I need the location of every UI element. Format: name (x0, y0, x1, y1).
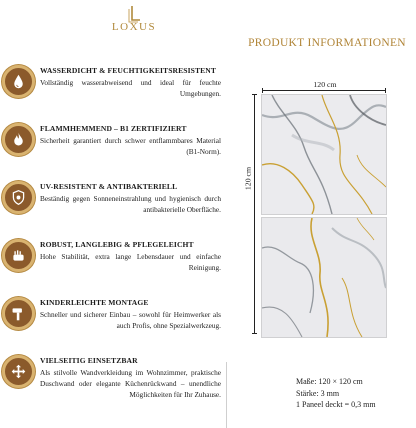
feature-title: WASSERDICHT & FEUCHTIGKEITSRESISTENT (40, 66, 217, 75)
arrows-move-icon (2, 355, 35, 388)
feature-uv-antibacterial (0, 181, 225, 241)
marble-panel-top (262, 95, 386, 214)
feature-title: UV-RESISTENT & ANTIBAKTERIELL (40, 182, 178, 191)
feature-desc: Sicherheit garantiert durch schwer entflammbares Material (B1-Norm). (40, 136, 221, 157)
spec-thickness: Stärke: 3 mm (296, 388, 340, 398)
product-specs (296, 376, 416, 411)
uv-shield-icon (2, 181, 35, 214)
width-dimension-line (262, 90, 386, 91)
height-dimension-label: 120 cm (243, 166, 253, 191)
feature-desc: Als stilvolle Wandverkleidung im Wohnzimmer, praktische Duschwand oder elegante Küchenrückwand – unendliche Möglichkeiten für Ihr Zuhause. (40, 368, 221, 400)
product-info-heading: PRODUKT INFORMATIONEN (248, 37, 406, 49)
water-drop-icon (2, 65, 35, 98)
feature-flame-retardant (0, 123, 225, 183)
marble-texture-top (262, 95, 386, 214)
feature-title: VIELSEITIG EINSETZBAR (40, 356, 138, 365)
feature-title: FLAMMHEMMEND – B1 ZERTIFIZIERT (40, 124, 187, 133)
feature-easy-installation (0, 297, 225, 357)
spec-coverage: 1 Paneel deckt = 0,3 mm (296, 400, 376, 410)
divider (226, 362, 227, 428)
brand-logo (102, 3, 166, 37)
feature-durable (0, 239, 225, 299)
spec-size: Maße: 120 × 120 cm (296, 377, 363, 386)
hand-cleaning-icon (2, 239, 35, 272)
feature-desc: Vollständig wasserabweisend und ideal für feuchte Umgebungen. (40, 78, 221, 99)
feature-versatile (0, 355, 225, 415)
feature-title: KINDERLEICHTE MONTAGE (40, 298, 149, 307)
flame-icon (2, 123, 35, 156)
marble-texture-bottom (262, 218, 386, 337)
feature-title: ROBUST, LANGLEBIG & PFLEGELEICHT (40, 240, 194, 249)
feature-desc: Schneller und sicherer Einbau – sowohl für Heimwerker als auch Profis, ohne Spezialwerkzeug. (40, 310, 221, 331)
feature-desc: Hohe Stabilität, extra lange Lebensdauer und einfache Reinigung. (40, 252, 221, 273)
marble-panel-bottom (262, 218, 386, 337)
feature-desc: Beständig gegen Sonneneinstrahlung und hygienisch durch antibakterielle Oberfläche. (40, 194, 221, 215)
width-dimension-label: 120 cm (313, 80, 337, 89)
hammer-icon (2, 297, 35, 330)
feature-waterproof (0, 65, 225, 125)
height-dimension-line (254, 94, 255, 334)
brand-name: LOXUS (111, 21, 157, 33)
